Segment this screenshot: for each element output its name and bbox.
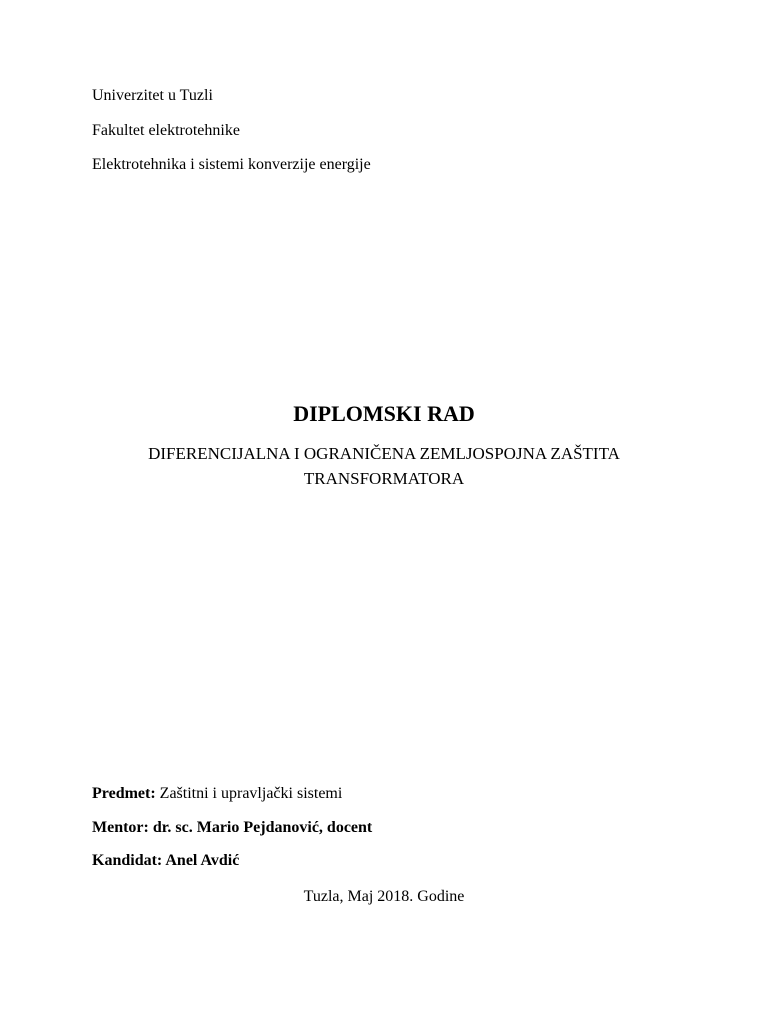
thesis-title-line-2: TRANSFORMATORA <box>303 469 465 488</box>
mentor-label: Mentor: <box>92 819 149 836</box>
faculty-name: Fakultet elektrotehnike <box>92 122 240 139</box>
candidate-label: Kandidat: <box>92 852 163 869</box>
subject-label: Predmet: <box>92 785 156 802</box>
place-and-date: Tuzla, Maj 2018. Godine <box>303 888 465 905</box>
study-program: Elektrotehnika i sistemi konverzije energije <box>92 156 371 173</box>
mentor-value: dr. sc. Mario Pejdanović, docent <box>152 819 373 836</box>
subject-line <box>92 784 342 804</box>
candidate-line <box>92 851 239 871</box>
thesis-type-heading: DIPLOMSKI RAD <box>293 401 475 426</box>
candidate-value: Anel Avdić <box>165 852 240 869</box>
thesis-title-line-1: DIFERENCIJALNA I OGRANIČENA ZEMLJOSPOJNA ZAŠTITA <box>148 444 620 463</box>
mentor-line <box>92 818 372 838</box>
university-name: Univerzitet u Tuzli <box>92 87 213 104</box>
subject-value: Zaštitni i upravljački sistemi <box>159 785 343 802</box>
